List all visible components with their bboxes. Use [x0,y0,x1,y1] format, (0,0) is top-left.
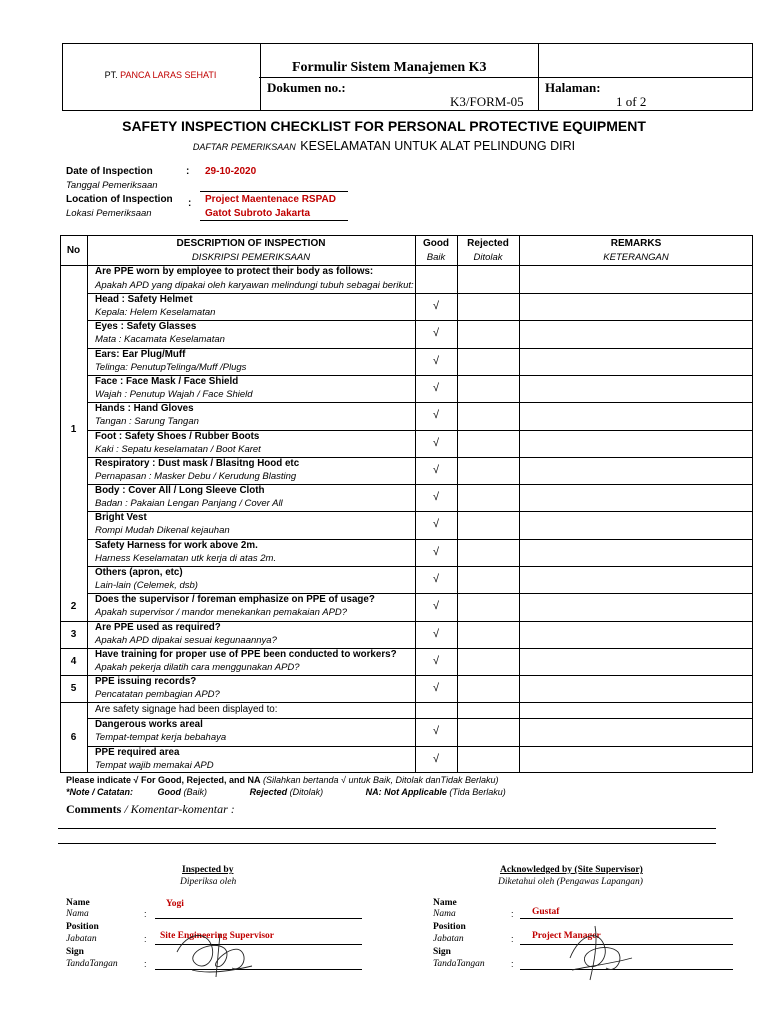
section1-number: 1 [70,424,77,435]
inspector-position: Site Engineering Supervisor [160,931,275,941]
supervisor-name: Gustaf [532,907,560,917]
good-checkmark[interactable]: √ [432,463,440,476]
doc-number: K3/FORM-05 [450,94,524,109]
page-title: SAFETY INSPECTION CHECKLIST FOR PERSONAL PROTECTIVE EQUIPMENT [122,118,646,134]
checklist-item-label-id: Kaki : Sepatu keselamatan / Boot Karet [95,443,261,455]
checklist-item-label-id: Kepala: Helem Keselamatan [95,307,216,318]
good-checkmark[interactable]: √ [432,436,440,449]
comment-line-2[interactable] [58,843,716,844]
row-number: 3 [70,628,77,640]
company-name: PT. PANCA LARAS SEHATI [104,70,217,80]
checklist-item-label: Foot : Safety Shoes / Rubber Boots [95,430,260,442]
checklist-item-label: Eyes : Safety Glasses [95,321,197,333]
row-number: 5 [70,683,77,695]
checklist-item-label: Safety Harness for work above 2m. [95,539,258,551]
good-checkmark[interactable]: √ [432,545,440,558]
legend-line: Please indicate √ For Good, Rejected, and NA (Silahkan bertanda √ untuk Baik, Ditolak danTidak Berlaku) [66,775,499,785]
supervisor-signature [560,918,640,982]
comments-label: Comments / Komentar-komentar : [66,802,235,816]
good-checkmark[interactable]: √ [432,725,440,737]
col-remarks: REMARKS [610,238,662,249]
section6-question: Are safety signage had been displayed to: [95,704,278,715]
good-checkmark[interactable]: √ [432,327,440,340]
checklist-item-label-id: Lain-lain (Celemek, dsb) [95,580,198,591]
checklist-item-label-id: Tangan : Sarung Tangan [95,416,199,428]
good-checkmark[interactable]: √ [432,654,440,667]
location-label: Location of Inspection [66,194,173,205]
section6-number: 6 [70,732,77,743]
checklist-item-label: Hands : Hand Gloves [95,403,194,415]
good-checkmark[interactable]: √ [432,573,440,585]
supervisor-position: Project Manager [532,931,601,941]
checklist-item-label-id: Tempat-tempat kerja bebahaya [95,732,227,743]
checklist-item-label-id: Wajah : Penutup Wajah / Face Shield [95,388,253,400]
location-label-id: Lokasi Pemeriksaan [66,208,152,219]
page-number: 1 of 2 [616,94,647,109]
checklist-item-label-id: Apakah pekerja dilatih cara menggunakan APD? [95,661,300,673]
checklist-item-label: Are PPE used as required? [95,621,221,633]
doc-label: Dokumen no.: [267,80,346,95]
checklist-item-label-id: Pencatatan pembagian APD? [95,689,220,701]
good-checkmark[interactable]: √ [432,518,440,531]
good-checkmark[interactable]: √ [432,409,440,422]
row-number: 2 [70,601,77,613]
checklist-item-label: PPE required area [95,746,180,758]
checklist-item-label-id: Pernapasan : Masker Debu / Kerudung Blasting [95,470,297,482]
checklist-item-label: Does the supervisor / foreman emphasize on PPE of usage? [95,594,375,606]
good-checkmark[interactable]: √ [432,600,440,613]
checklist-item-label: Bright Vest [95,512,147,524]
checklist-item-label-id: Tempat wajib memakai APD [95,759,214,771]
checklist-item-label-id: Mata : Kacamata Keselamatan [95,334,225,346]
date-value: 29-10-2020 [205,166,257,177]
page-label: Halaman: [545,80,601,95]
page-subtitle: DAFTAR PEMERIKSAAN KESELAMATAN UNTUK ALAT PELINDUNG DIRI [192,139,576,153]
good-checkmark[interactable]: √ [432,381,440,394]
checklist-item-label: Dangerous works areal [95,719,203,730]
checklist-item-label: Head : Safety Helmet [95,294,193,305]
form-title: Formulir Sistem Manajemen K3 [292,60,487,75]
col-no: No [66,245,81,256]
inspected-by-label: Inspected by [182,865,234,875]
checklist-item-label-id: Apakah APD dipakai sesuai kegunaannya? [95,634,277,646]
date-label-id: Tanggal Pemeriksaan [66,180,158,191]
location-value-2: Gatot Subroto Jakarta [205,208,311,219]
col-rejected: Rejected [467,238,509,249]
checklist-item-label-id: Harness Keselamatan utk kerja di atas 2m. [95,552,277,564]
checklist-item-label: Body : Cover All / Long Sleeve Cloth [95,485,265,497]
good-checkmark[interactable]: √ [432,682,440,695]
checklist-item-label: Face : Face Mask / Face Shield [95,375,239,387]
checklist-item-label: Ears: Ear Plug/Muff [95,348,186,360]
checklist-item-label: Have training for proper use of PPE been conducted to workers? [95,648,397,660]
good-checkmark[interactable]: √ [432,300,440,312]
acknowledged-by-label: Acknowledged by (Site Supervisor) [500,865,643,875]
legend-note: *Note / Catatan: Good (Baik) Rejected (Ditolak) NA: Not Applicable (Tida Berlaku) [66,787,506,797]
good-checkmark[interactable]: √ [432,354,440,367]
checklist-item-label: Others (apron, etc) [95,567,183,578]
good-checkmark[interactable]: √ [432,491,440,504]
col-description: DESCRIPTION OF INSPECTION [176,238,326,249]
col-good: Good [422,238,450,249]
checklist-item-label: Respiratory : Dust mask / Blasitng Hood etc [95,457,300,469]
comment-line-1[interactable] [58,828,716,829]
section1-question: Are PPE worn by employee to protect their body as follows: [95,266,374,277]
checklist-item-label-id: Telinga: PenutupTelinga/Muff /Plugs [95,361,247,373]
inspector-signature [172,922,262,980]
good-checkmark[interactable]: √ [432,752,440,765]
date-label: Date of Inspection [66,166,153,177]
checklist-item-label-id: Rompi Mudah Dikenal kejauhan [95,525,230,537]
inspector-name: Yogi [166,899,184,909]
checklist-item-label-id: Badan : Pakaian Lengan Panjang / Cover All [95,498,283,510]
checklist-item-label-id: Apakah supervisor / mandor menekankan pemakaian APD? [95,607,348,619]
good-checkmark[interactable]: √ [432,627,440,640]
section1-question-id: Apakah APD yang dipakai oleh karyawan melindungi tubuh sebagai berikut: [95,280,414,291]
location-value-1: Project Maentenace RSPAD [205,194,336,205]
checklist-item-label: PPE issuing records? [95,676,197,688]
row-number: 4 [70,655,77,667]
